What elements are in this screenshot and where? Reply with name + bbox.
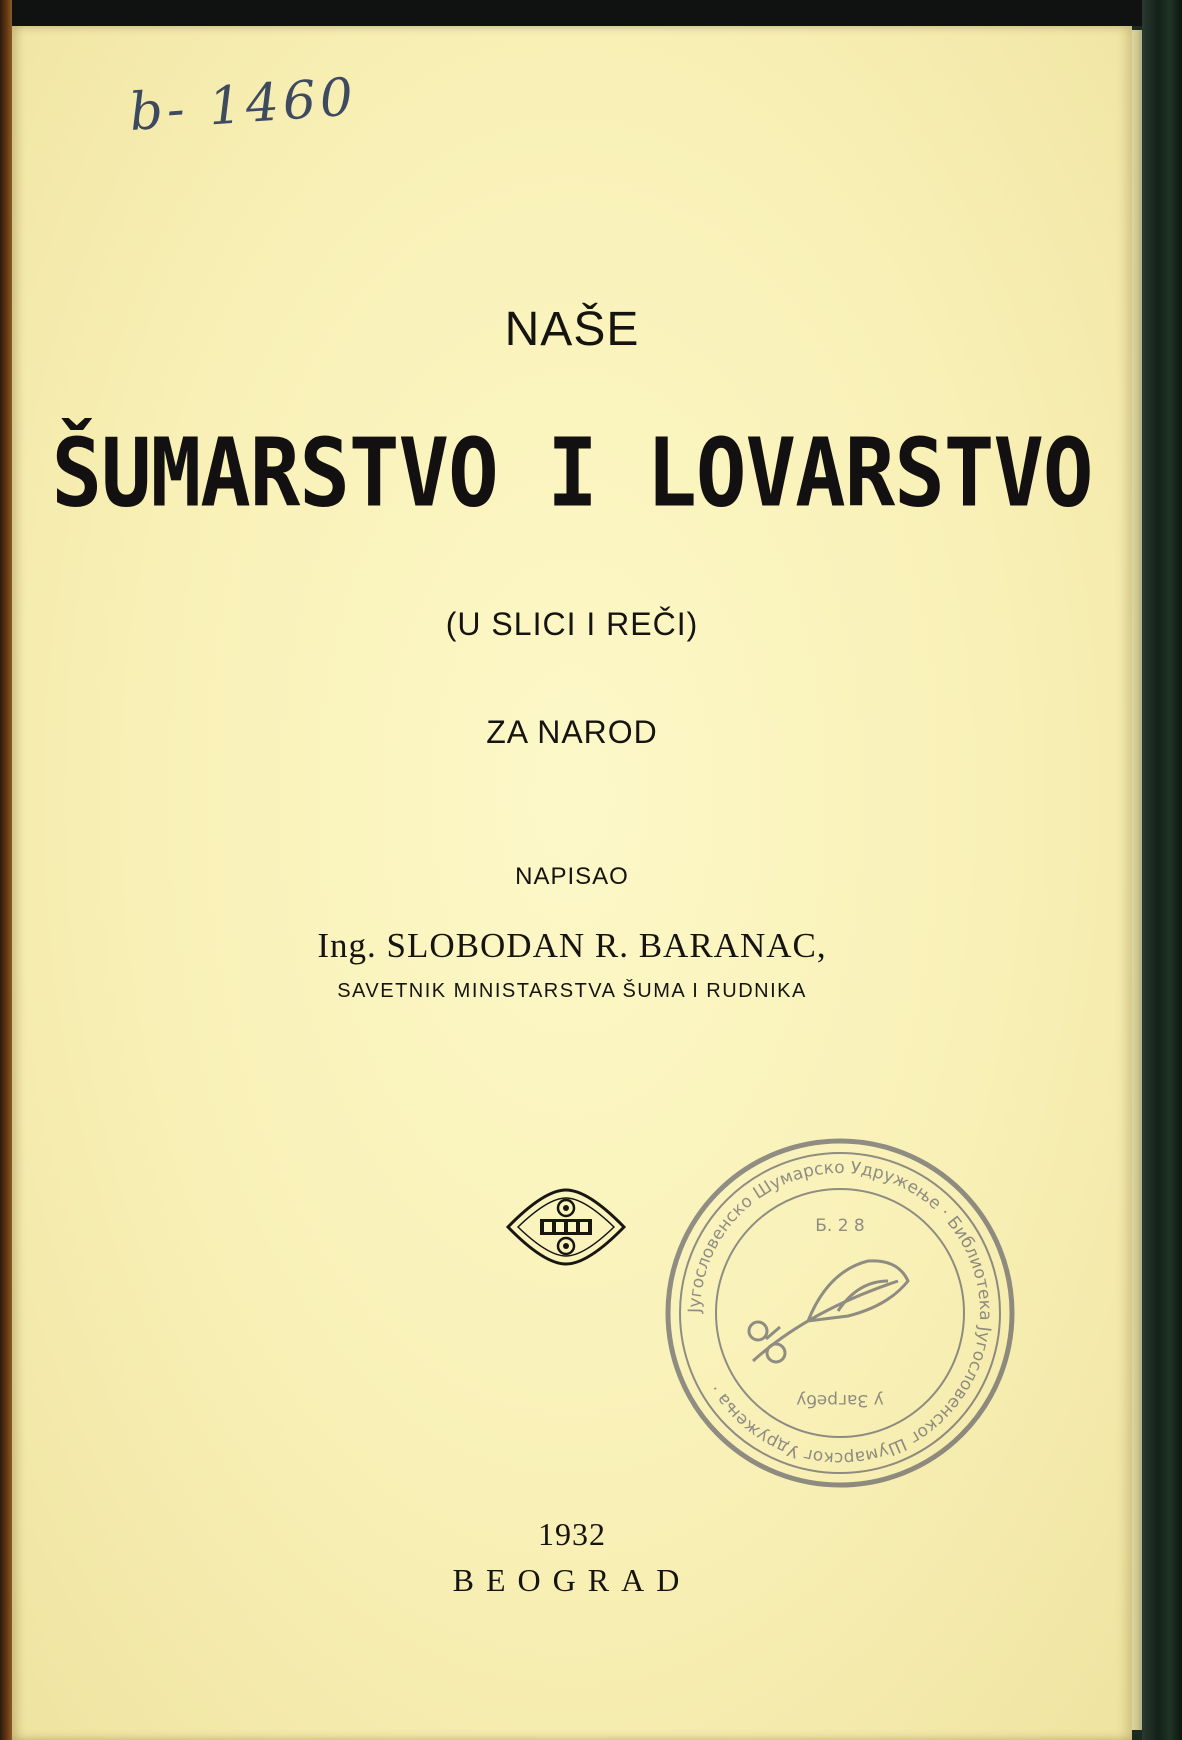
- oak-branch-icon: [749, 1261, 908, 1362]
- book-spine-left: [0, 0, 12, 1740]
- printer-ornament-icon: [504, 1186, 628, 1268]
- author-role: SAVETNIK MINISTARSTVA ŠUMA I RUDNIKA: [337, 980, 807, 1002]
- author-label: NAPISAO: [515, 863, 629, 890]
- audience: ZA NAROD: [486, 714, 658, 750]
- handwritten-catalog-note: b- 1460: [127, 67, 359, 144]
- title-line-2: ŠUMARSTVO I LOVARSTVO: [51, 418, 1093, 528]
- title-page: [12, 26, 1132, 1740]
- author-name: Ing. SLOBODAN R. BARANAC,: [317, 926, 827, 965]
- scan-top-border: [0, 0, 1182, 26]
- stamp-center-text: у Загребу: [796, 1390, 884, 1410]
- library-stamp: [658, 1131, 1022, 1495]
- title-line-1: NAŠE: [504, 303, 640, 356]
- stamp-number: Б. 2 8: [815, 1216, 865, 1236]
- book-cover-right: [1142, 0, 1182, 1740]
- subtitle: (U SLICI I REČI): [445, 606, 699, 642]
- publication-year: 1932: [538, 1516, 606, 1552]
- publication-city: BEOGRAD: [452, 1562, 692, 1598]
- stamp-ring-text: Југословенско Шумарско Удружење · Библиотека Југословенског Шумарског Удружења ·: [684, 1157, 996, 1469]
